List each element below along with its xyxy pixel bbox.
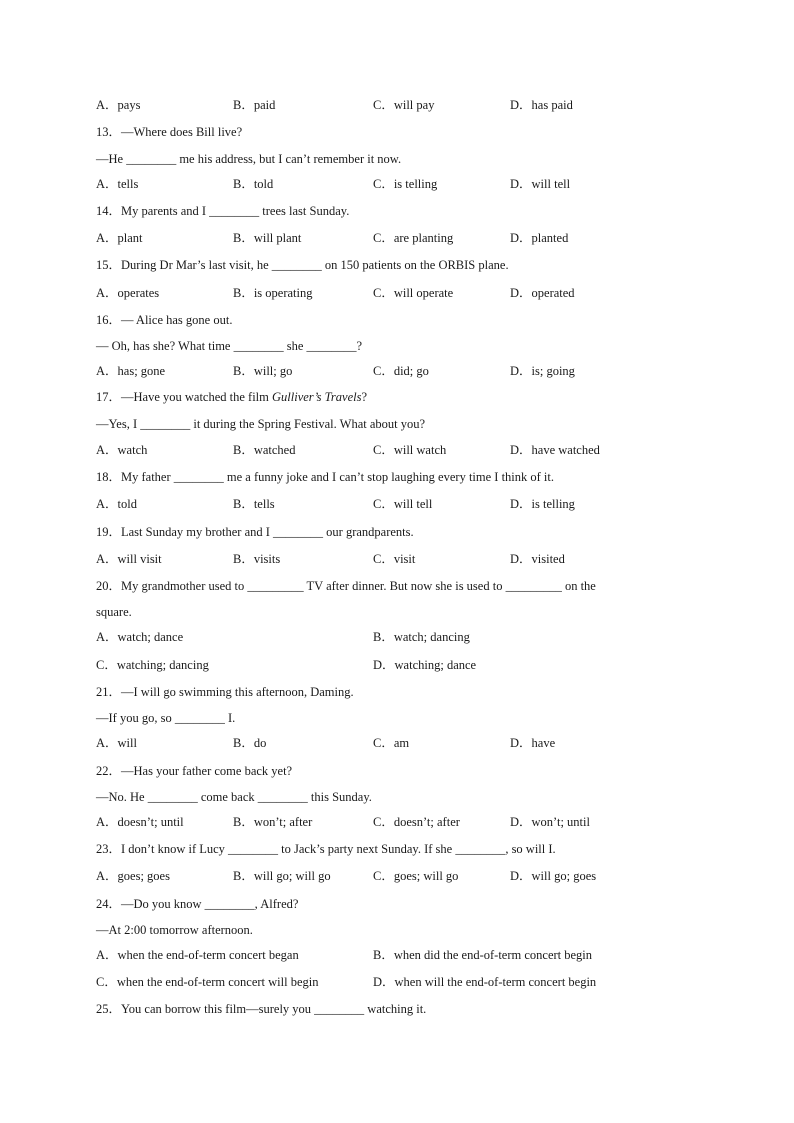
q12-option-b: B．paid [233,98,276,112]
q17-option-c: C．will watch [373,443,447,457]
q17-line2: —Yes, I ________ it during the Spring Festival. What about you? [96,417,426,431]
q19-option-a: A．will visit [96,552,162,566]
q21-option-d: D．have [510,736,556,750]
q21-option-c: C．am [373,736,410,750]
q15-option-c: C．will operate [373,286,454,300]
q22-line2: —No. He ________ come back ________ this Sunday. [96,790,372,804]
q13-stem: 13．—Where does Bill live? [96,125,243,139]
q23-stem: 23．I don’t know if Lucy ________ to Jack’s party next Sunday. If she ________, so will I. [96,842,556,856]
q14-option-c: C．are planting [373,231,454,245]
q23-option-b: B．will go; will go [233,869,331,883]
q12-option-d: D．has paid [510,98,573,112]
q21-line2: —If you go, so ________ I. [96,711,236,725]
q16-stem: 16．— Alice has gone out. [96,313,233,327]
q13-option-c: C．is telling [373,177,438,191]
q16-option-d: D．is; going [510,364,575,378]
q24-stem: 24．—Do you know ________, Alfred? [96,897,299,911]
q18-option-d: D．is telling [510,497,575,511]
q17-film-title: Gulliver’s Travels [272,390,362,404]
q19-option-c: C．visit [373,552,416,566]
q23-option-a: A．goes; goes [96,869,170,883]
q14-option-d: D．planted [510,231,569,245]
q13-option-a: A．tells [96,177,139,191]
q21-option-b: B．do [233,736,267,750]
q18-option-b: B．tells [233,497,275,511]
q24-line2: —At 2:00 tomorrow afternoon. [96,923,253,937]
q24-option-a: A．when the end-of-term concert began [96,948,299,962]
q12-option-c: C．will pay [373,98,435,112]
q15-option-a: A．operates [96,286,160,300]
q22-stem: 22．—Has your father come back yet? [96,764,293,778]
q17-stem-suffix: ? [361,390,368,404]
q20-stem: 20．My grandmother used to _________ TV after dinner. But now she is used to _________ on the [96,579,596,593]
q14-stem: 14．My parents and I ________ trees last Sunday. [96,204,350,218]
q19-stem: 19．Last Sunday my brother and I ________ our grandparents. [96,525,414,539]
q24-option-c: C．when the end-of-term concert will begin [96,975,319,989]
q22-option-a: A．doesn’t; until [96,815,184,829]
q18-option-c: C．will tell [373,497,433,511]
q25-stem: 25．You can borrow this film—surely you ________ watching it. [96,1002,427,1016]
q22-option-b: B．won’t; after [233,815,313,829]
q12-option-a: A．pays [96,98,141,112]
q18-option-a: A．told [96,497,137,511]
q17-stem-prefix: 17．—Have you watched the film [96,390,272,404]
q14-option-b: B．will plant [233,231,302,245]
q17-stem [96,389,367,405]
q19-option-d: D．visited [510,552,565,566]
q20-option-d: D．watching; dance [373,658,477,672]
q13-line2: —He ________ me his address, but I can’t remember it now. [96,152,402,166]
q24-option-d: D．when will the end-of-term concert begin [373,975,597,989]
q24-option-b: B．when did the end-of-term concert begin [373,948,593,962]
q22-option-d: D．won’t; until [510,815,590,829]
q13-option-d: D．will tell [510,177,571,191]
q18-stem: 18．My father ________ me a funny joke and I can’t stop laughing every time I think of it. [96,470,555,484]
q16-option-c: C．did; go [373,364,429,378]
q17-option-a: A．watch [96,443,148,457]
q23-option-c: C．goes; will go [373,869,459,883]
q13-option-b: B．told [233,177,274,191]
q21-option-a: A．will [96,736,137,750]
q20-line2: square. [96,605,132,619]
q16-option-b: B．will; go [233,364,293,378]
q23-option-d: D．will go; goes [510,869,597,883]
q16-line2: — Oh, has she? What time ________ she ________? [96,339,363,353]
q20-option-b: B．watch; dancing [373,630,470,644]
q15-stem: 15．During Dr Mar’s last visit, he ________ on 150 patients on the ORBIS plane. [96,258,509,272]
q15-option-d: D．operated [510,286,575,300]
q17-option-b: B．watched [233,443,296,457]
q16-option-a: A．has; gone [96,364,166,378]
q15-option-b: B．is operating [233,286,313,300]
q20-option-a: A．watch; dance [96,630,184,644]
q19-option-b: B．visits [233,552,281,566]
q14-option-a: A．plant [96,231,143,245]
q20-option-c: C．watching; dancing [96,658,209,672]
q21-stem: 21．—I will go swimming this afternoon, Daming. [96,685,354,699]
q17-option-d: D．have watched [510,443,600,457]
q22-option-c: C．doesn’t; after [373,815,460,829]
